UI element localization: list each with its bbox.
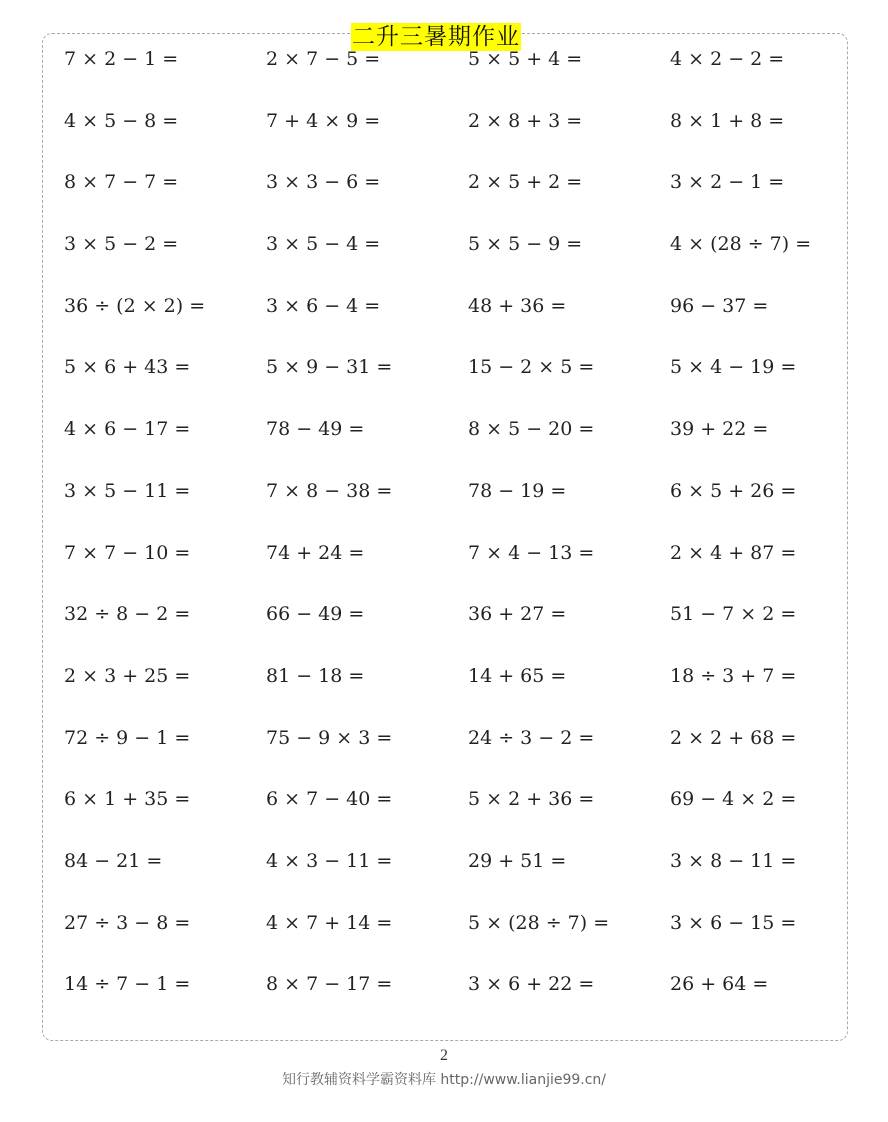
page-number: 2 [440, 1047, 448, 1064]
math-problem: 39 + 22 = [670, 418, 769, 441]
math-problem: 81 − 18 = [266, 664, 365, 687]
math-problem: 5 × (28 ÷ 7) = [468, 911, 610, 934]
math-problem: 2 × 2 + 68 = [670, 726, 797, 749]
math-problem: 3 × 3 − 6 = [266, 171, 381, 194]
math-problem: 3 × 2 − 1 = [670, 171, 785, 194]
math-problem: 7 × 7 − 10 = [64, 541, 191, 564]
math-problem: 5 × 9 − 31 = [266, 356, 393, 379]
math-problem: 5 × 5 − 9 = [468, 233, 583, 256]
math-problem: 51 − 7 × 2 = [670, 603, 797, 626]
math-problem: 3 × 5 − 2 = [64, 233, 179, 256]
math-problem: 66 − 49 = [266, 603, 365, 626]
math-problem: 3 × 6 − 4 = [266, 294, 381, 317]
math-problem: 3 × 6 − 15 = [670, 911, 797, 934]
math-problem: 78 − 19 = [468, 479, 567, 502]
problem-grid [64, 44, 872, 1031]
math-problem: 3 × 5 − 4 = [266, 233, 381, 256]
math-problem: 74 + 24 = [266, 541, 365, 564]
math-problem: 6 × 7 − 40 = [266, 788, 393, 811]
math-problem: 24 ÷ 3 − 2 = [468, 726, 595, 749]
math-problem: 7 × 8 − 38 = [266, 479, 393, 502]
footer-source: 知行教辅资料学霸资料库 http://www.lianjie99.cn/ [281, 1072, 607, 1088]
math-problem: 5 × 6 + 43 = [64, 356, 191, 379]
math-problem: 8 × 7 − 7 = [64, 171, 179, 194]
math-problem: 96 − 37 = [670, 294, 769, 317]
math-problem: 26 + 64 = [670, 973, 769, 996]
math-problem: 6 × 1 + 35 = [64, 788, 191, 811]
math-problem: 2 × 8 + 3 = [468, 109, 583, 132]
math-problem: 3 × 5 − 11 = [64, 479, 191, 502]
math-problem: 8 × 5 − 20 = [468, 418, 595, 441]
math-problem: 8 × 1 + 8 = [670, 109, 785, 132]
math-problem: 2 × 4 + 87 = [670, 541, 797, 564]
math-problem: 48 + 36 = [468, 294, 567, 317]
math-problem: 3 × 8 − 11 = [670, 849, 797, 872]
math-problem: 69 − 4 × 2 = [670, 788, 797, 811]
math-problem: 2 × 3 + 25 = [64, 664, 191, 687]
math-problem: 18 ÷ 3 + 7 = [670, 664, 797, 687]
math-problem: 2 × 7 − 5 = [266, 48, 381, 70]
math-problem: 4 × 5 − 8 = [64, 109, 179, 132]
math-problem: 36 ÷ (2 × 2) = [64, 294, 206, 317]
math-problem: 29 + 51 = [468, 849, 567, 872]
math-problem: 2 × 5 + 2 = [468, 171, 583, 194]
math-problem: 4 × 6 − 17 = [64, 418, 191, 441]
math-problem: 4 × 3 − 11 = [266, 849, 393, 872]
math-problem: 27 ÷ 3 − 8 = [64, 911, 191, 934]
math-problem: 7 + 4 × 9 = [266, 109, 381, 132]
math-problem: 72 ÷ 9 − 1 = [64, 726, 191, 749]
math-problem: 5 × 2 + 36 = [468, 788, 595, 811]
math-problem: 5 × 5 + 4 = [468, 48, 583, 70]
math-problem: 7 × 4 − 13 = [468, 541, 595, 564]
math-problem: 6 × 5 + 26 = [670, 479, 797, 502]
math-problem: 36 + 27 = [468, 603, 567, 626]
math-problem: 14 + 65 = [468, 664, 567, 687]
math-problem: 8 × 7 − 17 = [266, 973, 393, 996]
math-problem: 32 ÷ 8 − 2 = [64, 603, 191, 626]
math-problem: 5 × 4 − 19 = [670, 356, 797, 379]
math-problem: 14 ÷ 7 − 1 = [64, 973, 191, 996]
math-problem: 3 × 6 + 22 = [468, 973, 595, 996]
math-problem: 4 × 2 − 2 = [670, 48, 785, 70]
math-problem: 75 − 9 × 3 = [266, 726, 393, 749]
math-problem: 7 × 2 − 1 = [64, 48, 179, 70]
math-problem: 84 − 21 = [64, 849, 163, 872]
math-problem: 78 − 49 = [266, 418, 365, 441]
math-problem: 15 − 2 × 5 = [468, 356, 595, 379]
worksheet-title: 二升三暑期作业 [352, 24, 520, 50]
math-problem: 4 × 7 + 14 = [266, 911, 393, 934]
math-problem: 4 × (28 ÷ 7) = [670, 233, 812, 256]
